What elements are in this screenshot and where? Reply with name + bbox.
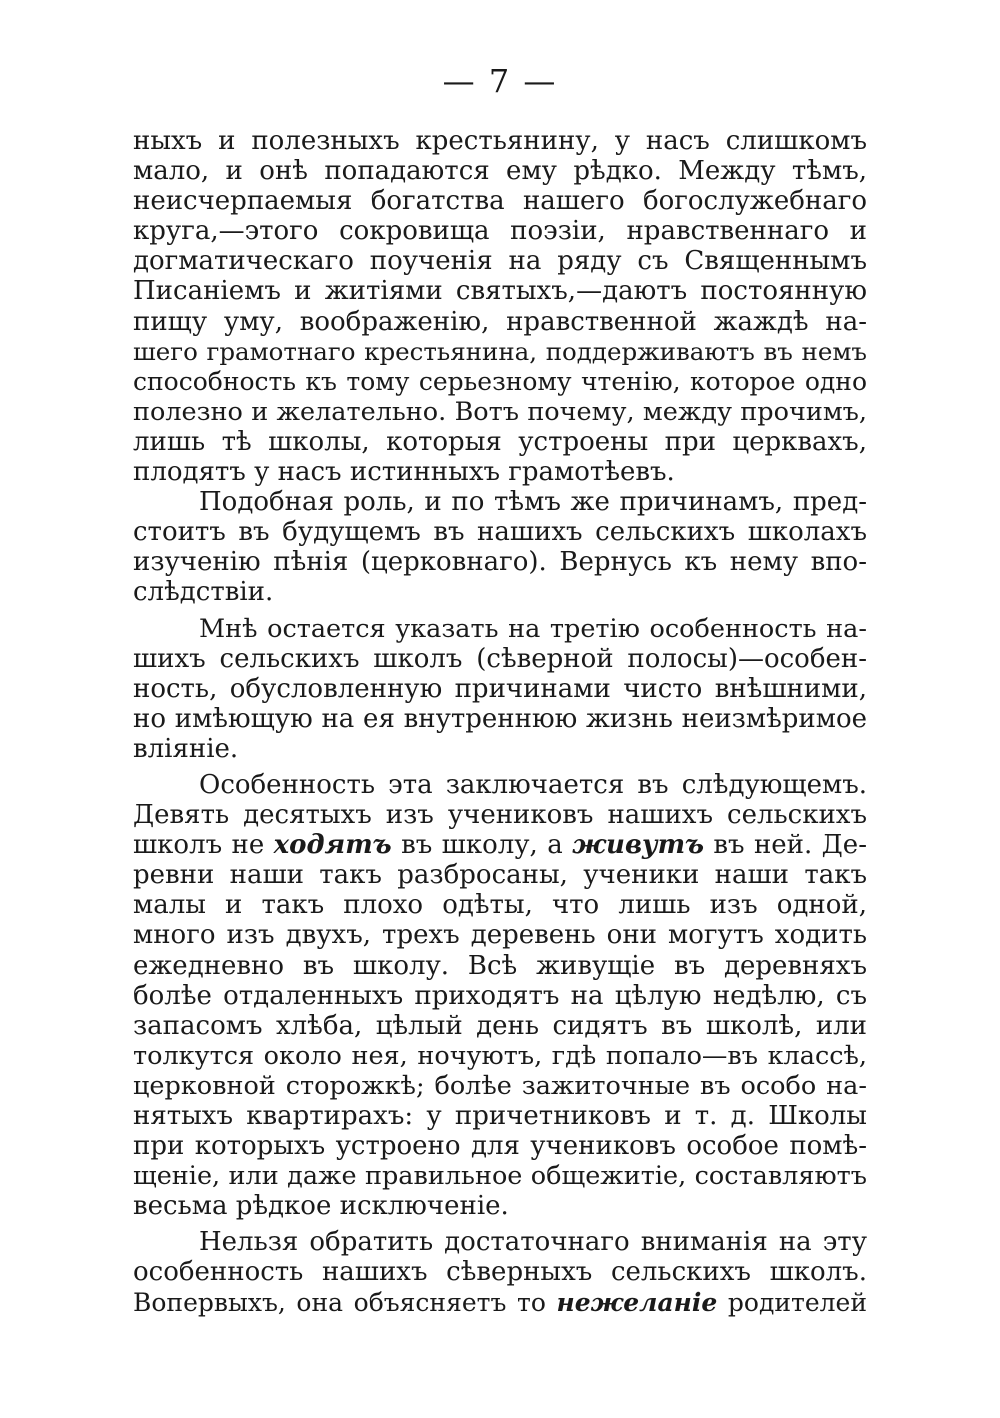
text-segment: ныхъ и полезныхъ крестьянину, у насъ слишкомъ bbox=[133, 126, 867, 156]
text-segment: шего грамотнаго крестьянина, поддерживаютъ въ немъ bbox=[133, 336, 867, 366]
text-segment: мало, и онѣ попадаются ему рѣдко. Между тѣмъ, bbox=[133, 156, 867, 187]
text-line bbox=[133, 276, 867, 306]
text-segment: плодятъ у насъ истинныхъ грамотѣевъ. bbox=[133, 457, 675, 488]
text-segment: Подобная роль, и по тѣмъ же причинамъ, пред- bbox=[199, 487, 867, 518]
text-line bbox=[133, 246, 867, 276]
text-segment: вліяніе. bbox=[133, 733, 239, 764]
text-segment: стоитъ въ будущемъ въ нашихъ сельскихъ школахъ bbox=[133, 517, 867, 548]
text-line bbox=[133, 216, 867, 246]
emphasized-word: нежеланіе bbox=[556, 1287, 718, 1317]
text-segment: изученію пѣнія (церковнаго). Вернусь къ нему впо- bbox=[133, 547, 867, 578]
text-line bbox=[133, 800, 867, 830]
text-segment: Нельзя обратить достаточнаго вниманія на эту bbox=[199, 1227, 867, 1258]
text-line bbox=[133, 1101, 867, 1131]
text-line bbox=[133, 614, 867, 644]
text-line bbox=[133, 1071, 867, 1101]
text-segment: ность, обусловленную причинами чисто внѣшними, bbox=[133, 673, 867, 704]
text-segment: школъ не bbox=[133, 830, 274, 861]
text-segment: родителей bbox=[717, 1287, 867, 1317]
text-line bbox=[133, 517, 867, 547]
text-line bbox=[133, 367, 867, 397]
text-segment: слѣдствіи. bbox=[133, 577, 274, 608]
text-line bbox=[133, 1227, 867, 1257]
text-segment: но имѣющую на ея внутреннюю жизнь неизмѣримое bbox=[133, 703, 867, 734]
text-line bbox=[133, 644, 867, 674]
text-line bbox=[133, 981, 867, 1011]
text-line bbox=[133, 734, 867, 764]
text-segment: круга,—этого сокровища поэзіи, нравственнаго и bbox=[133, 216, 867, 247]
text-segment: полезно и желательно. Вотъ почему, между прочимъ, bbox=[133, 396, 867, 427]
text-line bbox=[133, 830, 867, 860]
text-segment: болѣе отдаленныхъ приходятъ на цѣлую недѣлю, съ bbox=[133, 980, 867, 1011]
text-segment: Мнѣ остается указать на третію особенность на- bbox=[199, 613, 867, 644]
text-line bbox=[133, 427, 867, 457]
text-segment: въ школу, а bbox=[391, 830, 573, 861]
text-line bbox=[133, 547, 867, 577]
text-line bbox=[133, 307, 867, 337]
emphasized-word: живутъ bbox=[572, 830, 704, 861]
text-line bbox=[133, 457, 867, 487]
text-segment: много изъ двухъ, трехъ деревень они могутъ ходить bbox=[133, 920, 867, 951]
text-line bbox=[133, 186, 867, 216]
text-segment: запасомъ хлѣба, цѣлый день сидятъ въ школѣ, или bbox=[133, 1010, 867, 1041]
text-segment: Особенность эта заключается въ слѣдующемъ. bbox=[199, 769, 867, 800]
text-segment: неисчерпаемыя богатства нашего богослужебнаго bbox=[133, 186, 867, 217]
text-segment: способность къ тому серьезному чтенію, которое одно bbox=[133, 366, 867, 396]
text-segment: особенность нашихъ сѣверныхъ сельскихъ школъ. bbox=[133, 1257, 867, 1288]
text-line bbox=[133, 860, 867, 890]
text-segment: толкутся около нея, ночуютъ, гдѣ попало—въ классѣ, bbox=[133, 1040, 867, 1071]
text-line bbox=[133, 890, 867, 920]
emphasized-word: ходятъ bbox=[273, 830, 392, 861]
text-segment: Вопервыхъ, она объясняетъ то bbox=[133, 1287, 557, 1317]
text-line bbox=[133, 770, 867, 800]
text-segment: при которыхъ устроено для учениковъ особое помѣ- bbox=[133, 1131, 867, 1162]
text-segment: Девять десятыхъ изъ учениковъ нашихъ сельскихъ bbox=[133, 800, 867, 831]
text-line bbox=[133, 1257, 867, 1287]
text-segment: малы и такъ плохо одѣты, что лишь изъ одной, bbox=[133, 890, 867, 921]
text-line bbox=[133, 577, 867, 607]
text-line bbox=[133, 951, 867, 981]
body-text bbox=[133, 126, 867, 1318]
text-line bbox=[133, 674, 867, 704]
text-line bbox=[133, 1011, 867, 1041]
text-line bbox=[133, 487, 867, 517]
text-line bbox=[133, 156, 867, 186]
text-segment: нятыхъ квартирахъ: у причетниковъ и т. д. Школы bbox=[133, 1101, 867, 1131]
text-line bbox=[133, 704, 867, 734]
text-segment: шихъ сельскихъ школъ (сѣверной полосы)—особен- bbox=[133, 643, 867, 674]
text-line bbox=[133, 397, 867, 427]
text-line bbox=[133, 1288, 867, 1318]
text-segment: пищу уму, воображенію, нравственной жаждѣ на- bbox=[133, 306, 867, 337]
text-line bbox=[133, 337, 867, 367]
text-segment: весьма рѣдкое исключеніе. bbox=[133, 1191, 509, 1222]
text-line bbox=[133, 920, 867, 950]
page-number: — 7 — bbox=[442, 62, 558, 100]
text-segment: Писаніемъ и житіями святыхъ,—даютъ постоянную bbox=[133, 276, 867, 307]
text-line bbox=[133, 1191, 867, 1221]
text-line bbox=[133, 126, 867, 156]
text-line bbox=[133, 1041, 867, 1071]
text-line bbox=[133, 1131, 867, 1161]
text-segment: въ ней. Де- bbox=[704, 830, 867, 861]
text-segment: ревни наши такъ разбросаны, ученики наши такъ bbox=[133, 860, 867, 891]
text-segment: щеніе, или даже правильное общежитіе, составляютъ bbox=[133, 1161, 867, 1192]
text-segment: догматическаго поученія на ряду съ Священнымъ bbox=[133, 246, 867, 277]
text-segment: ежедневно въ школу. Всѣ живущіе въ деревняхъ bbox=[133, 950, 867, 981]
text-segment: церковной сторожкѣ; болѣе зажиточные въ особо на- bbox=[133, 1070, 867, 1101]
text-line bbox=[133, 1161, 867, 1191]
text-segment: лишь тѣ школы, которыя устроены при церквахъ, bbox=[133, 426, 867, 457]
